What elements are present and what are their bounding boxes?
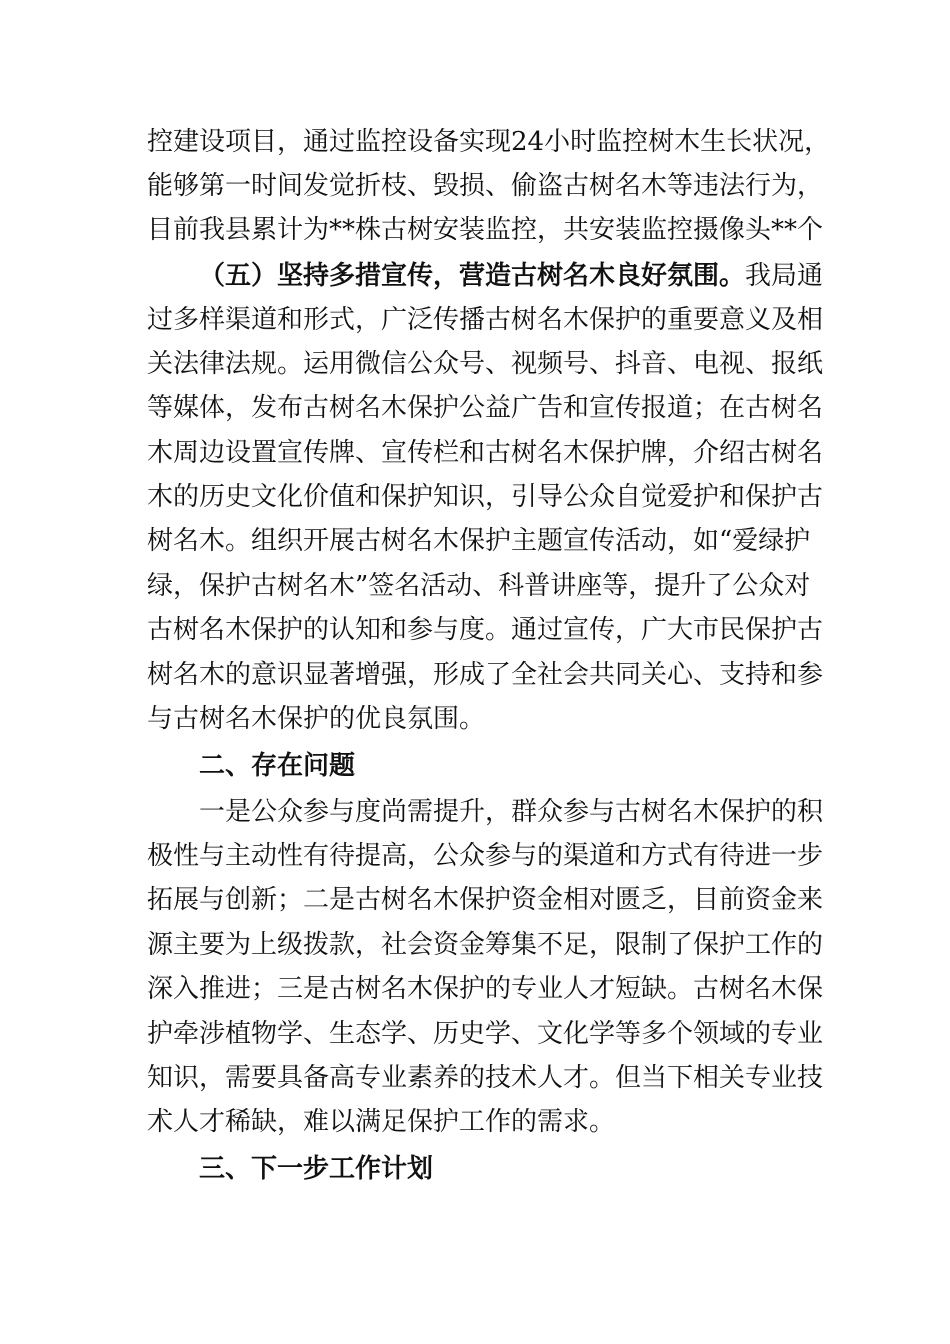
text-line: 护牵涉植物学、生态学、历史学、文化学等多个领域的专业 — [147, 1019, 824, 1049]
section-heading-line — [199, 256, 824, 296]
text-line: 木的历史文化价值和保护知识，引导公众自觉爱护和保护古 — [147, 482, 824, 512]
text-line: 木周边设置宣传牌、宣传栏和古树名木保护牌，介绍古树名 — [147, 438, 824, 468]
text-line: 树名木。组织开展古树名木保护主题宣传活动，如“爱绿护 — [147, 526, 811, 556]
text-line: 与古树名木保护的优良氛围。 — [147, 704, 486, 734]
text-line: 深入推进；三是古树名木保护的专业人才短缺。古树名木保 — [147, 974, 824, 1004]
text-line: 拓展与创新；二是古树名木保护资金相对匮乏，目前资金来 — [147, 885, 824, 915]
text-line: 一是公众参与度尚需提升，群众参与古树名木保护的积 — [199, 797, 824, 827]
text-line: 能够第一时间发觉折枝、毁损、偷盗古树名木等违法行为， — [147, 171, 824, 201]
text-line: 关法律法规。运用微信公众号、视频号、抖音、电视、报纸 — [147, 349, 824, 379]
text-line: 极性与主动性有待提高，公众参与的渠道和方式有待进一步 — [147, 841, 824, 871]
text-line: 知识，需要具备高专业素养的技术人才。但当下相关专业技 — [147, 1063, 824, 1093]
section-heading: 三、下一步工作计划 — [199, 1154, 434, 1184]
text-line: 源主要为上级拨款，社会资金筹集不足，限制了保护工作的 — [147, 930, 824, 960]
text-line: 过多样渠道和形式，广泛传播古树名木保护的重要意义及相 — [147, 305, 824, 335]
text-line: 目前我县累计为**株古树安装监控，共安装监控摄像头**个 — [147, 215, 824, 245]
text-line: 控建设项目，通过监控设备实现24小时监控树木生长状况， — [147, 127, 831, 157]
text-line: 绿，保护古树名木”签名活动、科普讲座等，提升了公众对 — [147, 571, 811, 601]
text-line: 树名木的意识显著增强，形成了全社会共同关心、支持和参 — [147, 660, 824, 690]
text-line: 术人才稀缺，难以满足保护工作的需求。 — [147, 1107, 616, 1137]
text-line: 等媒体，发布古树名木保护公益广告和宣传报道；在古树名 — [147, 393, 824, 423]
subsection-heading: （五）坚持多措宣传，营造古树名木良好氛围。 — [199, 261, 746, 291]
heading-continuation: 我局通 — [745, 261, 824, 291]
section-heading: 二、存在问题 — [199, 751, 356, 781]
text-line: 古树名木保护的认知和参与度。通过宣传，广大市民保护古 — [147, 615, 824, 645]
